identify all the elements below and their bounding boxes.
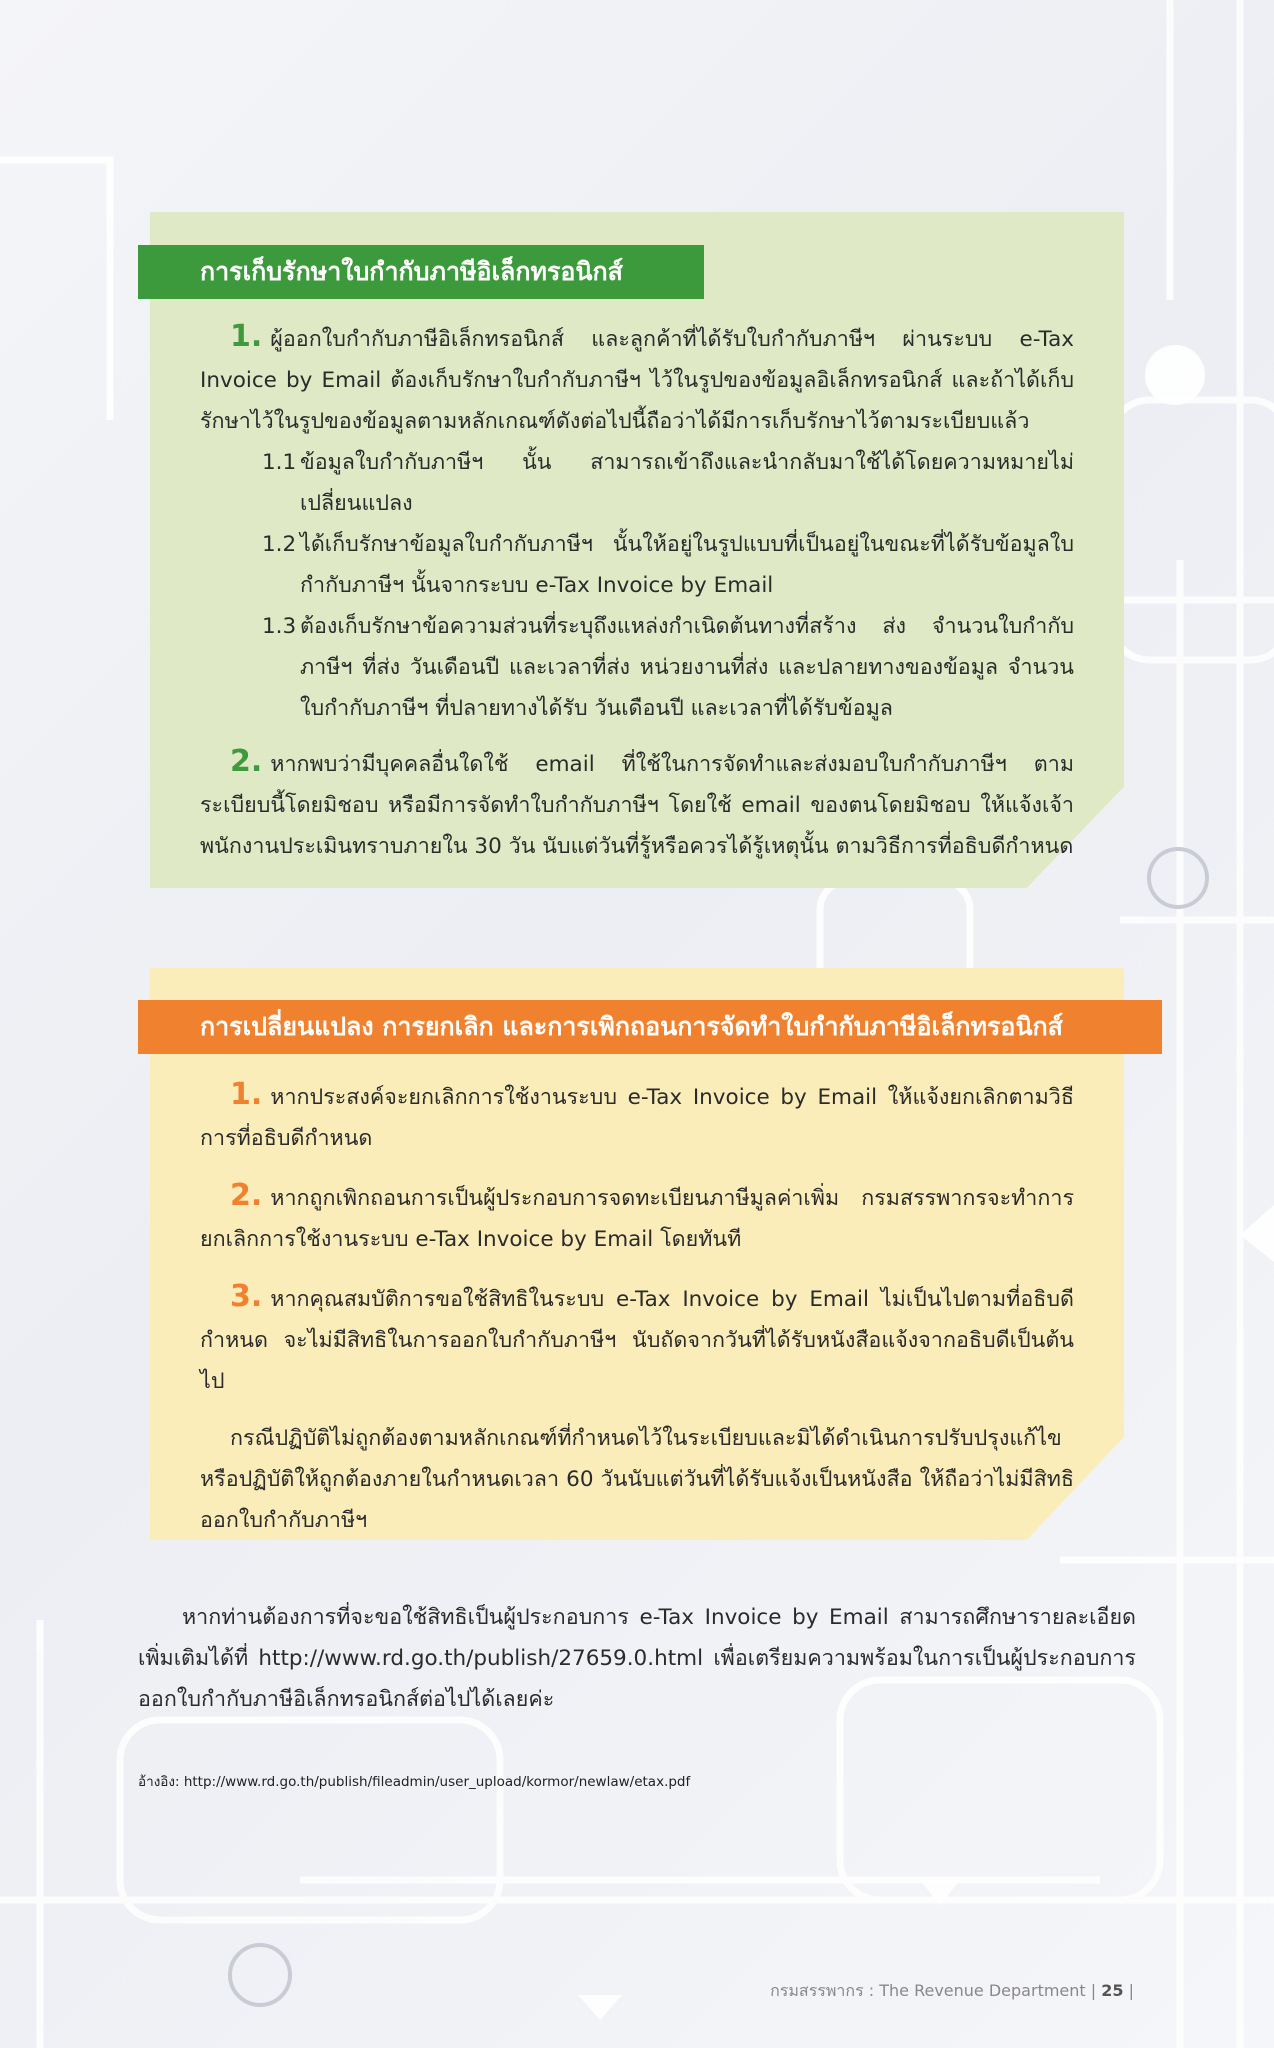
cancellation-section-title: การเปลี่ยนแปลง การยกเลิก และการเพิกถอนการจัดทำใบกำกับภาษีอิเล็กทรอนิกส์ — [138, 1000, 1162, 1054]
item-text: หากพบว่ามีบุคคลอื่นใดใช้ email ที่ใช้ในการจัดทำและส่งมอบใบกำกับภาษีฯ ตามระเบียบนี้โดยมิชอบ หรือมีการจัดทำใบกำกับภาษีฯ โดยใช้ email ของตนโดยมิชอบ ให้แจ้งเจ้าพนักงานประเมินทราบภายใน 30 วัน นับแต่วันที่รู้หรือควรได้รู้เหตุนั้น ตามวิธีการที่อธิบดีกำหนด — [200, 752, 1074, 859]
item-text: หากถูกเพิกถอนการเป็นผู้ประกอบการจดทะเบียนภาษีมูลค่าเพิ่ม กรมสรรพากรจะทำการยกเลิกการใช้งานระบบ e-Tax Invoice by Email โดยทันที — [200, 1186, 1074, 1252]
storage-subitem-1-1 — [262, 442, 1074, 524]
page-number: 25 — [1101, 1981, 1124, 2000]
cancellation-note: กรณีปฏิบัติไม่ถูกต้องตามหลักเกณฑ์ที่กำหนดไว้ในระเบียบและมิได้ดำเนินการปรับปรุงแก้ไข หรือปฏิบัติให้ถูกต้องภายในกำหนดเวลา 60 วันนับแต่วันที่ได้รับแจ้งเป็นหนังสือ ให้ถือว่าไม่มีสิทธิออกใบกำกับภาษีฯ — [200, 1426, 1074, 1533]
subitem-number: 1.1 — [262, 450, 297, 475]
cancellation-section-content — [200, 1074, 1074, 1541]
subitem-number: 1.3 — [262, 614, 297, 639]
storage-subitem-1-2 — [262, 524, 1074, 606]
cancellation-item-2 — [200, 1175, 1074, 1260]
page-footer — [770, 1979, 1134, 2004]
storage-section-content — [200, 316, 1074, 867]
footer-text: กรมสรรพากร : The Revenue Department | — [770, 1981, 1097, 2000]
item-text: ผู้ออกใบกำกับภาษีอิเล็กทรอนิกส์ และลูกค้าที่ได้รับใบกำกับภาษีฯ ผ่านระบบ e-Tax Invoice by Email ต้องเก็บรักษาใบกำกับภาษีฯ ไว้ในรูปของข้อมูลอิเล็กทรอนิกส์ และถ้าได้เก็บรักษาไว้ในรูปของข้อมูลตามหลักเกณฑ์ดังต่อไปนี้ถือว่าได้มีการเก็บรักษาไว้ตามระเบียบแล้ว — [200, 327, 1074, 434]
cancellation-item-1 — [200, 1074, 1074, 1159]
closing-paragraph: หากท่านต้องการที่จะขอใช้สิทธิเป็นผู้ประกอบการ e-Tax Invoice by Email สามารถศึกษารายละเอียดเพิ่มเติมได้ที่ http://www.rd.go.th/publish/27659.0.html เพื่อเตรียมความพร้อมในการเป็นผู้ประกอบการออกใบกำกับภาษีอิเล็กทรอนิกส์ต่อไปได้เลยค่ะ — [138, 1605, 1136, 1712]
item-text: หากประสงค์จะยกเลิกการใช้งานระบบ e-Tax Invoice by Email ให้แจ้งยกเลิกตามวิธีการที่อธิบดีกำหนด — [200, 1085, 1074, 1151]
item-text: หากคุณสมบัติการขอใช้สิทธิในระบบ e-Tax Invoice by Email ไม่เป็นไปตามที่อธิบดีกำหนด จะไม่มีสิทธิในการออกใบกำกับภาษีฯ นับถัดจากวันที่ได้รับหนังสือแจ้งจากอธิบดีเป็นต้นไป — [200, 1287, 1074, 1394]
item-number: 2. — [230, 744, 263, 779]
subitem-number: 1.2 — [262, 532, 297, 557]
item-number: 1. — [230, 319, 263, 354]
cancellation-item-3 — [200, 1276, 1074, 1402]
item-number: 3. — [230, 1279, 263, 1314]
storage-item-1 — [200, 316, 1074, 442]
footer-end: | — [1128, 1981, 1134, 2000]
item-number: 1. — [230, 1077, 263, 1112]
storage-item-2 — [200, 741, 1074, 867]
subitem-text: ได้เก็บรักษาข้อมูลใบกำกับภาษีฯ นั้นให้อยู่ในรูปแบบที่เป็นอยู่ในขณะที่ได้รับข้อมูลใบกำกับภาษีฯ นั้นจากระบบ e-Tax Invoice by Email — [300, 532, 1074, 598]
storage-subitem-1-3 — [262, 606, 1074, 729]
subitem-text: ข้อมูลใบกำกับภาษีฯ นั้น สามารถเข้าถึงและนำกลับมาใช้ได้โดยความหมายไม่เปลี่ยนแปลง — [300, 450, 1074, 516]
subitem-text: ต้องเก็บรักษาข้อความส่วนที่ระบุถึงแหล่งกำเนิดต้นทางที่สร้าง ส่ง จำนวนใบกำกับภาษีฯ ที่ส่ง วันเดือนปี และเวลาที่ส่ง หน่วยงานที่ส่ง และปลายทางของข้อมูล จำนวนใบกำกับภาษีฯ ที่ปลายทางได้รับ วันเดือนปี และเวลาที่ได้รับข้อมูล — [300, 614, 1074, 721]
item-number: 2. — [230, 1178, 263, 1213]
storage-section-title: การเก็บรักษาใบกำกับภาษีอิเล็กทรอนิกส์ — [138, 245, 704, 299]
reference-link[interactable]: อ้างอิง: http://www.rd.go.th/publish/fileadmin/user_upload/kormor/newlaw/etax.pdf — [138, 1774, 691, 1790]
